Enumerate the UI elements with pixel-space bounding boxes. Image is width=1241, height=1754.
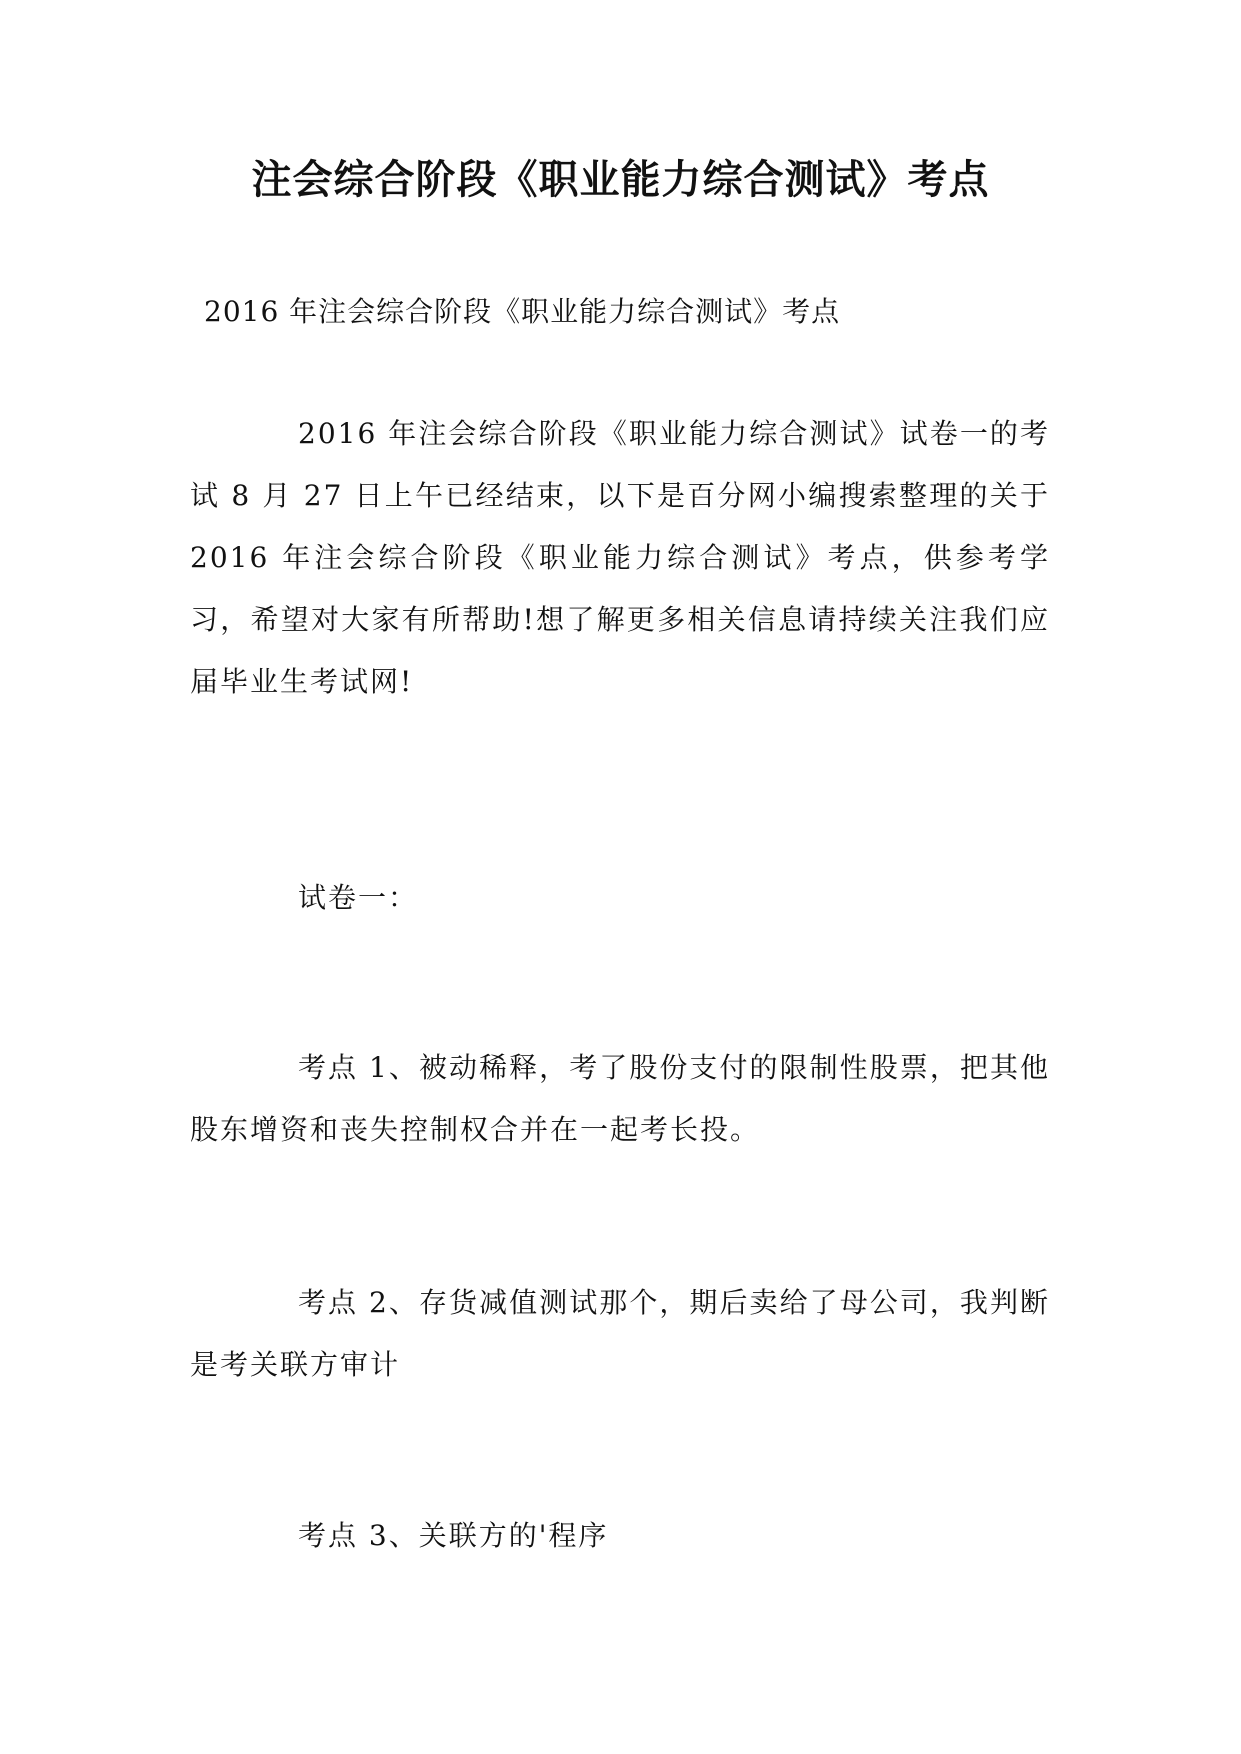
document-subtitle: 2016 年注会综合阶段《职业能力综合测试》考点 — [204, 295, 841, 328]
exam-point-2: 考点 2、存货减值测试那个，期后卖给了母公司，我判断是考关联方审计 — [190, 1286, 1050, 1381]
document-title: 注会综合阶段《职业能力综合测试》考点 — [251, 156, 990, 203]
paper-heading: 试卷一： — [298, 881, 419, 914]
exam-point-1: 考点 1、被动稀释，考了股份支付的限制性股票，把其他股东增资和丧失控制权合并在一起考长投。 — [190, 1051, 1050, 1146]
intro-paragraph: 2016 年注会综合阶段《职业能力综合测试》试卷一的考试 8 月 27 日上午已经结束，以下是百分网小编搜索整理的关于 2016 年注会综合阶段《职业能力综合测试》考点，供参考学习，希望对大家有所帮助!想了解更多相关信息请持续关注我们应届毕业生考试网! — [190, 417, 1050, 698]
exam-point-3: 考点 3、关联方的'程序 — [298, 1519, 609, 1552]
